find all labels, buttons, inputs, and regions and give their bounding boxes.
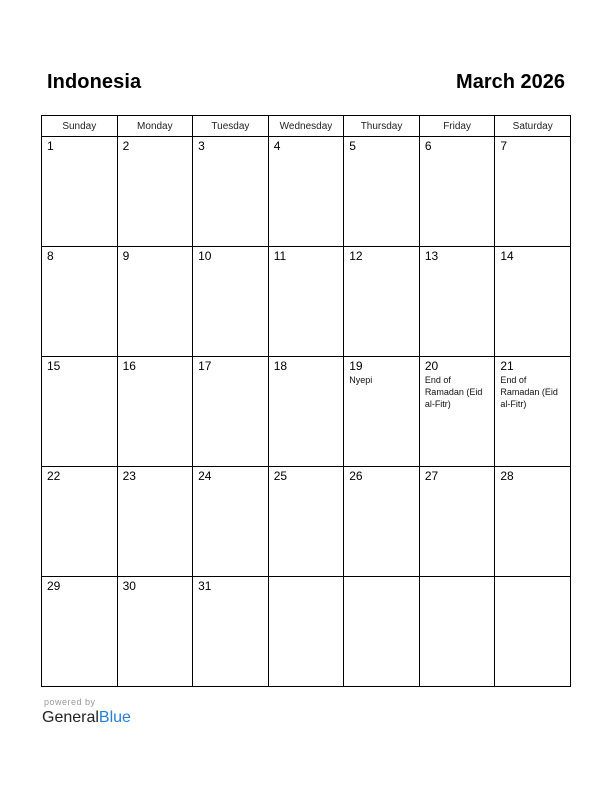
day-number: 24 (198, 469, 212, 483)
day-cell (193, 577, 269, 687)
day-number: 11 (273, 249, 287, 263)
holiday-label: End of Ramadan (Eid al-Fitr) (500, 375, 558, 409)
day-number: 21 (500, 359, 514, 373)
holiday-label (344, 263, 419, 264)
holiday-label (344, 153, 419, 154)
brand-general-text: General (42, 709, 99, 726)
holiday-label (269, 579, 344, 580)
day-number: 25 (273, 469, 288, 483)
holiday-label (420, 579, 495, 580)
holiday-label (420, 153, 495, 154)
day-cell (268, 467, 344, 577)
powered-by-label: powered by (44, 697, 96, 707)
day-cell (344, 357, 420, 467)
holiday-label (193, 153, 268, 154)
holiday-label (269, 263, 344, 264)
holiday-label (193, 593, 268, 594)
holiday-label (42, 373, 117, 374)
holiday-label (118, 593, 193, 594)
day-number: 2 (122, 139, 130, 153)
holiday-label (420, 483, 495, 484)
weekday-thursday: Thursday (344, 116, 420, 137)
day-number: 23 (122, 469, 136, 483)
day-number: 9 (122, 249, 130, 263)
day-number: 10 (198, 249, 212, 263)
calendar-grid (41, 115, 571, 687)
day-number: 6 (424, 139, 432, 153)
day-number: 27 (424, 469, 439, 483)
day-number: 8 (47, 249, 54, 263)
holiday-label (193, 483, 268, 484)
month-title: March 2026 (456, 71, 565, 93)
day-cell (193, 357, 269, 467)
day-number: 5 (349, 139, 356, 153)
brand-blue-text: Blue (98, 709, 131, 726)
holiday-label (344, 483, 419, 484)
day-cell (42, 137, 118, 247)
week-row (42, 577, 571, 687)
day-number: 16 (122, 359, 136, 373)
week-row (42, 467, 571, 577)
day-cell (42, 577, 118, 687)
day-cell (42, 467, 118, 577)
generalblue-logo[interactable] (42, 708, 131, 728)
day-cell (117, 357, 193, 467)
holiday-label (42, 593, 117, 594)
day-cell (419, 577, 495, 687)
holiday-label (193, 373, 268, 374)
holiday-label (269, 483, 344, 484)
weekday-friday: Friday (419, 116, 495, 137)
day-cell (495, 467, 571, 577)
day-cell (344, 577, 420, 687)
holiday-label (42, 153, 117, 154)
holiday-label (118, 153, 193, 154)
day-cell (419, 467, 495, 577)
day-number: 13 (424, 249, 439, 263)
day-cell (419, 137, 495, 247)
day-cell (344, 137, 420, 247)
day-number: 7 (500, 139, 508, 153)
holiday-label (269, 373, 344, 374)
day-number: 31 (198, 579, 212, 593)
day-cell (495, 137, 571, 247)
day-cell (117, 577, 193, 687)
day-number: 30 (122, 579, 136, 593)
day-cell (193, 247, 269, 357)
day-number: 18 (273, 359, 288, 373)
holiday-label: Nyepi (349, 375, 373, 385)
day-number: 29 (47, 579, 61, 593)
day-number: 15 (47, 359, 61, 373)
holiday-label (344, 579, 419, 580)
day-cell (495, 577, 571, 687)
day-cell (419, 247, 495, 357)
holiday-label (42, 263, 117, 264)
weekday-sunday: Sunday (42, 116, 118, 137)
day-number: 17 (198, 359, 212, 373)
holiday-label (118, 373, 193, 374)
day-number: 28 (500, 469, 514, 483)
weekday-wednesday: Wednesday (268, 116, 344, 137)
day-cell (268, 137, 344, 247)
day-cell (268, 247, 344, 357)
holiday-label: End of Ramadan (Eid al-Fitr) (424, 375, 483, 409)
day-cell (42, 247, 118, 357)
weekday-monday: Monday (117, 116, 193, 137)
day-number: 1 (47, 139, 54, 153)
day-number: 12 (349, 249, 363, 263)
day-cell (117, 467, 193, 577)
day-cell (268, 357, 344, 467)
holiday-label (420, 263, 495, 264)
holiday-label (118, 263, 193, 264)
day-cell (117, 137, 193, 247)
day-number: 3 (198, 139, 205, 153)
holiday-label (269, 153, 344, 154)
week-row (42, 357, 571, 467)
day-cell (344, 247, 420, 357)
week-row (42, 137, 571, 247)
holiday-label (495, 579, 570, 580)
holiday-label (495, 263, 570, 264)
holiday-label (495, 153, 570, 154)
day-cell (193, 467, 269, 577)
holiday-label (495, 483, 570, 484)
day-number: 22 (47, 469, 61, 483)
holiday-label (193, 263, 268, 264)
holiday-label (42, 483, 117, 484)
day-cell (193, 137, 269, 247)
holiday-label (118, 483, 193, 484)
day-number: 14 (500, 249, 514, 263)
week-row (42, 247, 571, 357)
day-cell (495, 357, 571, 467)
country-title: Indonesia (47, 71, 142, 93)
day-cell (495, 247, 571, 357)
weekday-saturday: Saturday (495, 116, 571, 137)
day-number: 19 (349, 359, 363, 373)
day-number: 26 (349, 469, 363, 483)
day-cell (42, 357, 118, 467)
day-number: 4 (273, 139, 281, 153)
day-number: 20 (424, 359, 439, 373)
day-cell (419, 357, 495, 467)
day-cell (268, 577, 344, 687)
weekday-tuesday: Tuesday (193, 116, 269, 137)
day-cell (344, 467, 420, 577)
day-cell (117, 247, 193, 357)
weekday-header-row (42, 116, 571, 137)
